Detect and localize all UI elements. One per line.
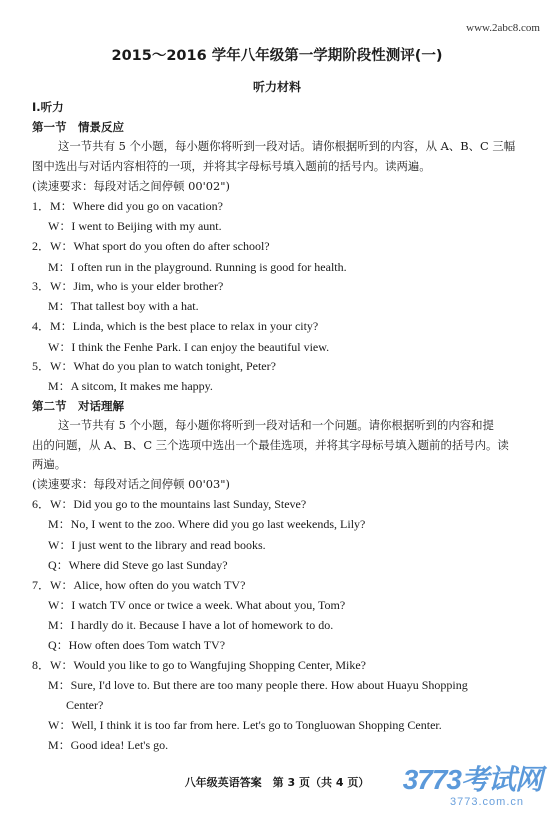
dialogue-line: 7．W：Alice, how often do you watch TV? [32, 578, 246, 592]
dialogue-line: M：Sure, I'd love to. But there are too many people there. How about Huayu Shopping [48, 678, 468, 692]
dialogue-line: W：I went to Beijing with my aunt. [48, 219, 222, 233]
question-line: Q：How often does Tom watch TV? [48, 638, 226, 652]
dialogue-line: 8．W：Would you like to go to Wangfujing Shopping Center, Mike? [32, 658, 366, 672]
dialogue-line: M：I hardly do it. Because I have a lot of homework to do. [48, 618, 334, 632]
page-subtitle: 听力材料 [252, 80, 301, 94]
part1-intro-line: 这一节共有 5 个小题，每小题你将听到一段对话。请你根据听到的内容，从 A、B、C 三幅 [58, 139, 516, 153]
part2-intro-line: 这一节共有 5 个小题，每小题你将听到一段对话和一个问题。请你根据听到的内容和提 [58, 418, 494, 432]
part2-intro-line: 出的问题，从 A、B、C 三个选项中选出一个最佳选项，并将其字母标号填入题前的括号内。读 [32, 438, 509, 452]
watermark-url-bottom: 3773.com.cn [450, 796, 524, 808]
dialogue-line: W：I think the Fenhe Park. I can enjoy the beautiful view. [48, 340, 330, 354]
dialogue-line: M：That tallest boy with a hat. [48, 299, 199, 313]
dialogue-line: 1．M：Where did you go on vacation? [32, 199, 223, 213]
dialogue-line: W：I just went to the library and read books. [48, 538, 266, 552]
question-line: Q：Where did Steve go last Sunday? [48, 558, 228, 572]
dialogue-line: M：I often run in the playground. Running is good for health. [48, 260, 347, 274]
dialogue-line: M：A sitcom, It makes me happy. [48, 379, 213, 393]
dialogue-line: 5．W：What do you plan to watch tonight, Peter? [32, 359, 276, 373]
dialogue-line: M：No, I went to the zoo. Where did you go last weekends, Lily? [48, 517, 366, 531]
dialogue-line: W：I watch TV once or twice a week. What about you, Tom? [48, 598, 346, 612]
dialogue-line: 6．W：Did you go to the mountains last Sunday, Steve? [32, 497, 307, 511]
part2-intro-line: 两遍。 [32, 457, 67, 471]
part2-speed-note: (读速要求：每段对话之间停顿 00'03") [32, 477, 230, 491]
part1-heading: 第一节 情景反应 [32, 120, 124, 134]
dialogue-line: 3．W：Jim, who is your elder brother? [32, 279, 224, 293]
part1-speed-note: (读速要求：每段对话之间停顿 00'02") [32, 179, 230, 193]
section-listening-heading: Ⅰ.听力 [32, 100, 64, 114]
dialogue-line: M：Good idea! Let's go. [48, 738, 169, 752]
part2-heading: 第二节 对话理解 [32, 399, 124, 413]
dialogue-line-continuation: Center? [66, 698, 104, 712]
watermark-logo: 3773考试网 [402, 764, 542, 795]
part1-intro-line: 图中选出与对话内容相符的一项，并将其字母标号填入题前的括号内。读两遍。 [32, 159, 431, 173]
dialogue-line: W：Well, I think it is too far from here. Let's go to Tongluowan Shopping Center. [48, 718, 442, 732]
top-watermark-url: www.2abc8.com [466, 22, 540, 34]
dialogue-line: 2．W：What sport do you often do after school? [32, 239, 270, 253]
dialogue-line: 4．M：Linda, which is the best place to relax in your city? [32, 319, 319, 333]
page-title: 2015～2016 学年八年级第一学期阶段性测评(一) [111, 48, 443, 64]
page-footer: 八年级英语答案 第 3 页（共 4 页） [184, 776, 370, 789]
